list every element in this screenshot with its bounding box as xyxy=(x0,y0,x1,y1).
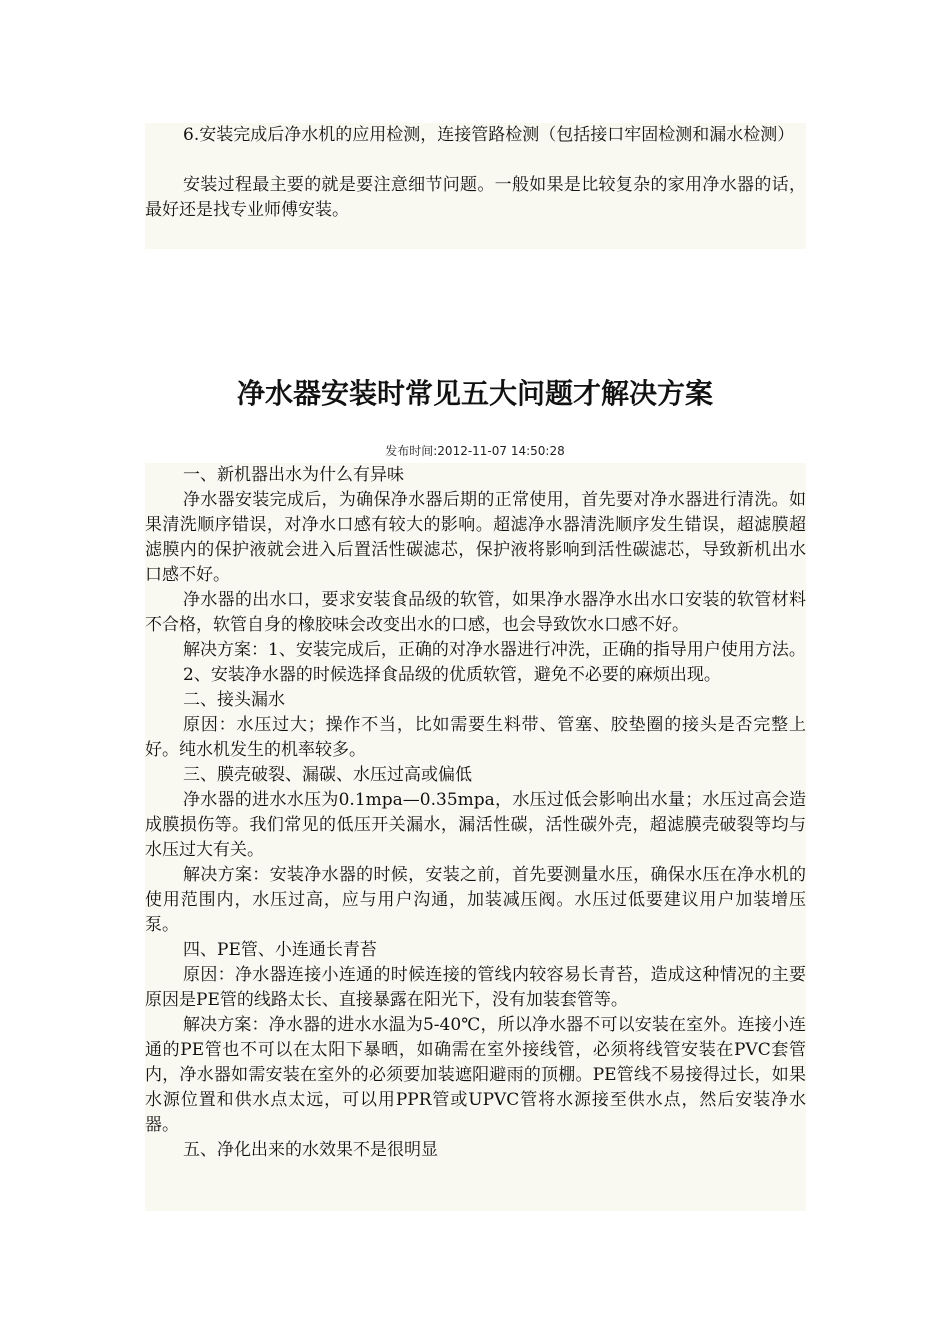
solution-paragraph: 解决方案：1、安装完成后，正确的对净水器进行冲洗，正确的指导用户使用方法。 xyxy=(183,640,806,660)
body-paragraph: 净水器安装完成后，为确保净水器后期的正常使用，首先要对净水器进行清洗。如果清洗顺序错误，对净水口感有较大的影响。超滤净水器清洗顺序发生错误，超滤膜超滤膜内的保护液就会进入后置活性碳滤芯，保护液将影响到活性碳滤芯，导致新机出水口感不好。 xyxy=(145,490,806,585)
installation-advice-paragraph: 安装过程最主要的就是要注意细节问题。一般如果是比较复杂的家用净水器的话，最好还是找专业师傅安装。 xyxy=(145,175,806,220)
body-paragraph: 净水器的进水水压为0.1mpa—0.35mpa，水压过低会影响出水量；水压过高会造成膜损伤等。我们常见的低压开关漏水，漏活性碳，活性碳外壳，超滤膜壳破裂等均与水压过大有关。 xyxy=(145,790,806,860)
paragraph-spacer xyxy=(145,148,806,173)
cause-paragraph: 原因：净水器连接小连通的时候连接的管线内较容易长青苔，造成这种情况的主要原因是PE管的线路太长、直接暴露在阳光下，没有加装套管等。 xyxy=(145,965,806,1010)
publish-time: 发布时间:2012-11-07 14:50:28 xyxy=(385,444,565,458)
step-6-paragraph: 6.安装完成后净水机的应用检测，连接管路检测（包括接口牢固检测和漏水检测） xyxy=(183,125,795,145)
heading-1-odor: 一、新机器出水为什么有异味 xyxy=(183,465,404,485)
heading-5-effect: 五、净化出来的水效果不是很明显 xyxy=(183,1140,438,1160)
body-paragraph: 净水器的出水口，要求安装食品级的软管，如果净水器净水出水口安装的软管材料不合格，软管自身的橡胶味会改变出水的口感，也会导致饮水口感不好。 xyxy=(145,590,806,635)
solution-paragraph: 解决方案：安装净水器的时候，安装之前，首先要测量水压，确保水压在净水机的使用范围内，水压过高，应与用户沟通，加装减压阀。水压过低要建议用户加装增压泵。 xyxy=(145,865,806,935)
previous-section-block xyxy=(145,123,806,249)
heading-3-shell: 三、膜壳破裂、漏碳、水压过高或偏低 xyxy=(183,765,472,785)
solution-paragraph: 解决方案：净水器的进水水温为5-40℃，所以净水器不可以安装在室外。连接小连通的PE管也不可以在太阳下暴晒，如确需在室外接线管，必须将线管安装在PVC套管内，净水器如需安装在室外的必须要加装遮阳避雨的顶棚。PE管线不易接得过长，如果水源位置和供水点太远，可以用PPR管或UPVC管将水源接至供水点，然后安装净水器。 xyxy=(145,1015,806,1135)
heading-4-moss: 四、PE管、小连通长青苔 xyxy=(183,940,377,960)
cause-paragraph: 原因：水压过大；操作不当，比如需要生料带、管塞、胶垫圈的接头是否完整上好。纯水机发生的机率较多。 xyxy=(145,715,806,760)
article-body xyxy=(145,463,806,1211)
article-title: 净水器安装时常见五大问题才解决方案 xyxy=(236,377,713,410)
solution-paragraph: 2、安装净水器的时候选择食品级的优质软管，避免不必要的麻烦出现。 xyxy=(183,665,721,685)
heading-2-leak: 二、接头漏水 xyxy=(183,690,285,710)
